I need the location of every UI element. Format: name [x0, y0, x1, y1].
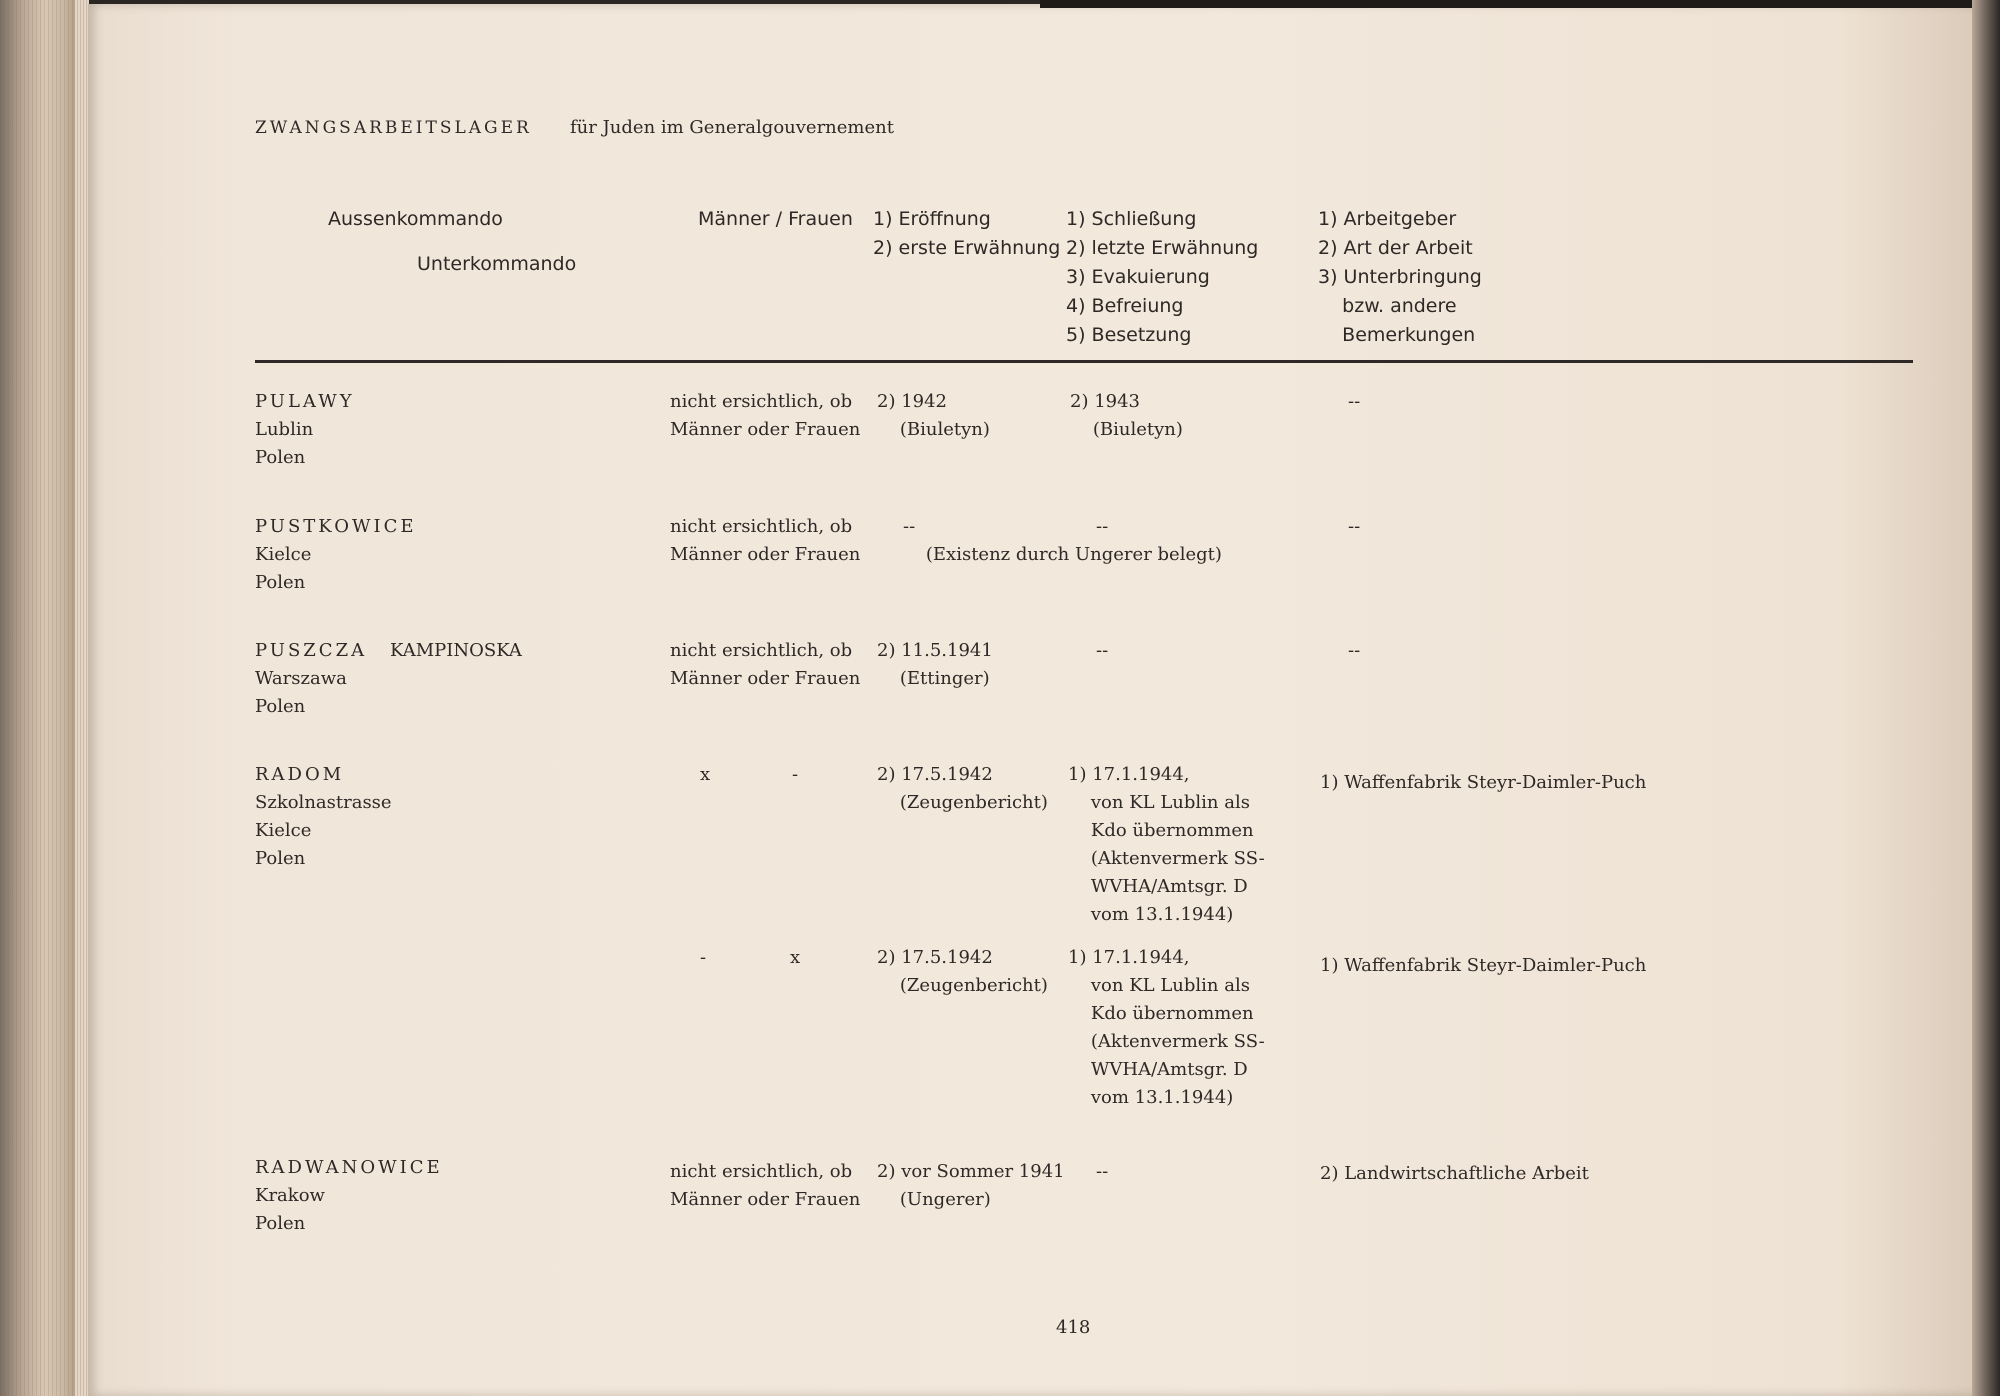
row-place: PUSZCZA [255, 640, 368, 661]
header-opening: 1) Eröffnung 2) erste Erwähnung [873, 208, 1061, 259]
header-unterkommando: Unterkommando [417, 253, 577, 275]
row-opening: 2) 17.5.1942 (Zeugenbericht) [877, 947, 1048, 996]
book-page-edge-lines [0, 0, 75, 1396]
document-subtitle: für Juden im Generalgouvernement [570, 117, 894, 138]
background-top [1040, 0, 2000, 8]
row-place: RADWANOWICE [255, 1157, 443, 1178]
row-men-mark: - [700, 947, 707, 968]
header-gender: Männer / Frauen [698, 208, 853, 230]
row-gender: nicht ersichtlich, ob Männer oder Frauen [670, 516, 861, 565]
row-closing: 1) 17.1.1944, von KL Lublin als Kdo übernommen (Aktenvermerk SS- WVHA/Amtsgr. D vom 13.1.1944) [1068, 947, 1265, 1108]
row-remarks: 2) Landwirtschaftliche Arbeit [1320, 1163, 1589, 1184]
row-gender: nicht ersichtlich, ob Männer oder Frauen [670, 1161, 861, 1210]
row-remarks: -- [1348, 640, 1361, 661]
row-closing: -- [1096, 640, 1109, 661]
header-rule [255, 360, 1913, 363]
row-location: Lublin Polen [255, 419, 314, 468]
row-remarks: 1) Waffenfabrik Steyr-Daimler-Puch [1320, 772, 1647, 793]
row-remarks: 1) Waffenfabrik Steyr-Daimler-Puch [1320, 955, 1647, 976]
row-closing: -- [1096, 1161, 1109, 1182]
row-place: RADOM [255, 764, 345, 785]
row-gender: nicht ersichtlich, ob Männer oder Frauen [670, 391, 861, 440]
row-remarks: -- [1348, 516, 1361, 537]
row-opening: -- (Existenz durch Ungerer belegt) [903, 516, 1222, 565]
row-women-mark: x [790, 947, 801, 968]
row-place: PULAWY [255, 391, 355, 412]
header-closing: 1) Schließung 2) letzte Erwähnung 3) Evakuierung 4) Befreiung 5) Besetzung [1066, 208, 1259, 346]
header-remarks: 1) Arbeitgeber 2) Art der Arbeit 3) Unterbringung bzw. andere Bemerkungen [1318, 208, 1482, 346]
row-location: Krakow Polen [255, 1185, 325, 1234]
document-title: ZWANGSARBEITSLAGER [255, 118, 532, 138]
page-stack [75, 0, 89, 1396]
row-remarks: -- [1348, 391, 1361, 412]
row-location: Kielce Polen [255, 544, 312, 593]
row-closing: -- [1096, 516, 1109, 537]
row-opening: 2) 1942 (Biuletyn) [877, 391, 990, 440]
row-women-mark: - [792, 764, 799, 785]
row-men-mark: x [700, 764, 711, 785]
row-gender: nicht ersichtlich, ob Männer oder Frauen [670, 640, 861, 689]
row-opening: 2) 17.5.1942 (Zeugenbericht) [877, 764, 1048, 813]
row-closing: 2) 1943 (Biuletyn) [1070, 391, 1183, 440]
row-place: PUSTKOWICE [255, 516, 417, 537]
page-number: 418 [1056, 1317, 1091, 1338]
header-aussenkommando: Aussenkommando [328, 208, 503, 230]
row-closing: 1) 17.1.1944, von KL Lublin als Kdo übernommen (Aktenvermerk SS- WVHA/Amtsgr. D vom 13.1.1944) [1068, 764, 1265, 925]
page-gutter-right [1972, 0, 2000, 1396]
row-place-b: KAMPINOSKA [390, 640, 522, 661]
row-location: Warszawa Polen [255, 668, 347, 717]
row-location: Szkolnastrasse Kielce Polen [255, 792, 392, 869]
row-opening: 2) 11.5.1941 (Ettinger) [877, 640, 993, 689]
row-opening: 2) vor Sommer 1941 (Ungerer) [877, 1161, 1065, 1210]
